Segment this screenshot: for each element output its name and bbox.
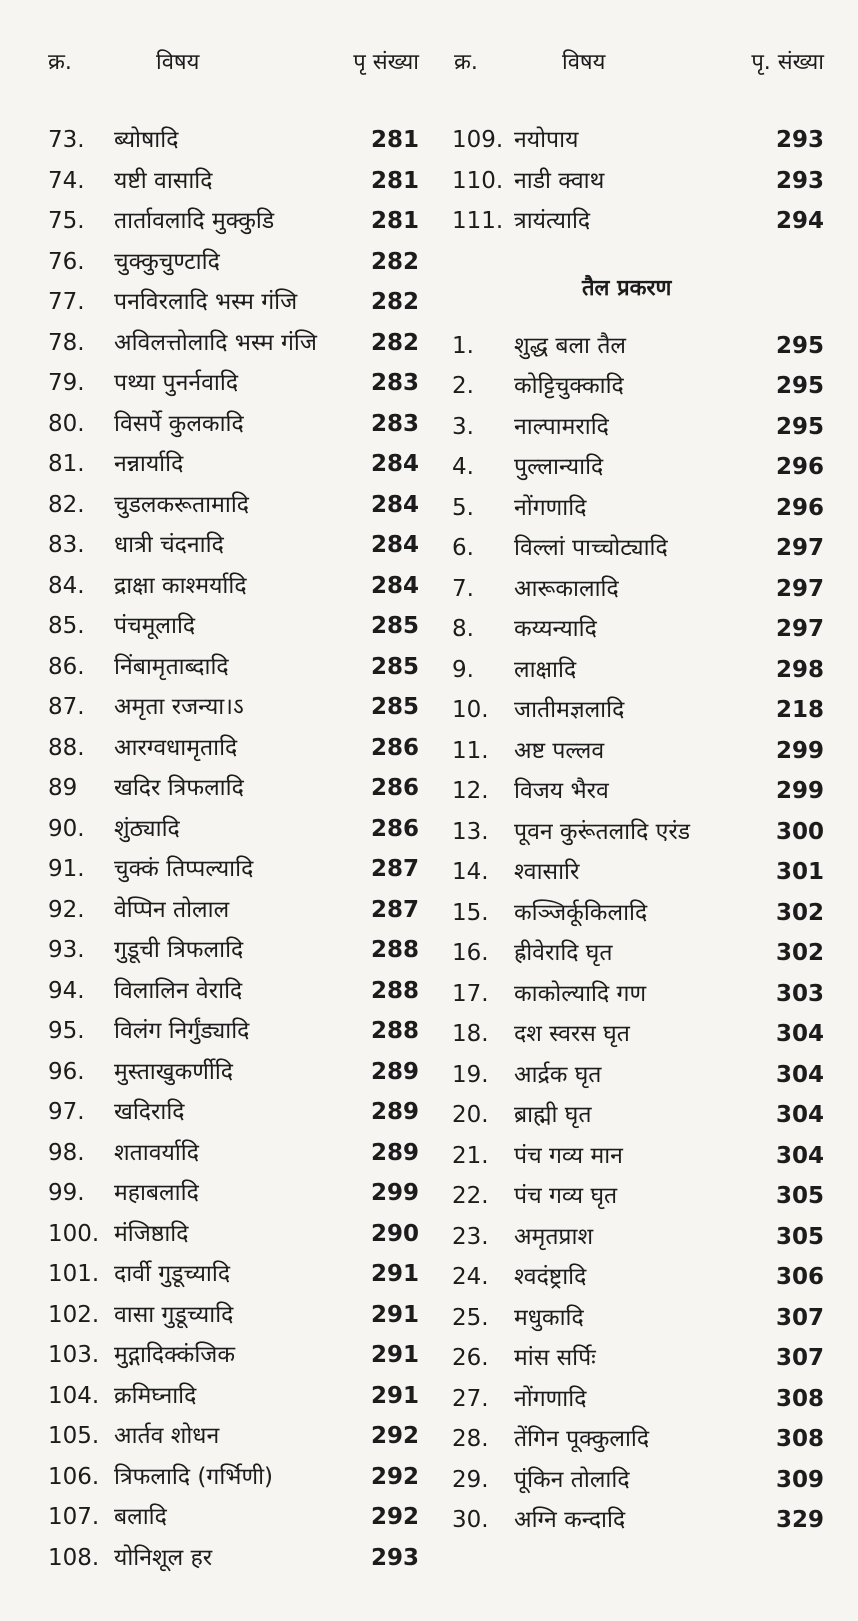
entry-page-number: 283	[370, 410, 419, 437]
entry-subject: यष्टी वासादि	[114, 167, 213, 194]
entry-page-number: 293	[775, 127, 824, 153]
entry-page-number: 284	[370, 532, 419, 558]
entry-number: 77.	[48, 289, 85, 315]
entry-subject: त्रायंत्यादि	[514, 208, 591, 234]
index-entry	[44, 1457, 419, 1498]
index-entry	[44, 687, 419, 728]
index-entry	[452, 1379, 824, 1420]
index-entry	[44, 1011, 419, 1052]
entry-number: 106.	[48, 1463, 100, 1490]
index-entry	[452, 974, 824, 1015]
entry-number: 102.	[48, 1301, 100, 1328]
entry-page-number: 292	[370, 1504, 419, 1530]
entry-number: 86.	[48, 653, 85, 680]
entry-subject: पंचमूलादि	[114, 613, 196, 639]
entry-number: 15.	[452, 899, 489, 926]
entry-subject: पूवन कुरूंतलादि एरंड	[514, 818, 691, 845]
entry-number: 12.	[452, 778, 489, 804]
entry-page-number: 296	[775, 454, 824, 480]
index-entry	[452, 812, 824, 853]
entry-number: 110.	[452, 167, 504, 194]
index-entry	[44, 890, 419, 931]
index-entry	[452, 326, 824, 367]
header-subject-label: विषय	[562, 50, 606, 75]
entry-subject: मुस्ताखुकर्णीदि	[114, 1058, 234, 1085]
entry-subject: अष्ट पल्लव	[514, 737, 605, 764]
entry-number: 107.	[48, 1504, 100, 1530]
entry-page-number: 289	[370, 1099, 419, 1125]
index-entry	[44, 971, 419, 1012]
entry-number: 30.	[452, 1507, 489, 1533]
entry-subject: शतावर्यादि	[114, 1139, 199, 1166]
entry-subject: कञ्जिर्कूकिलादि	[514, 899, 648, 926]
entry-subject: महाबलादि	[114, 1180, 199, 1206]
entry-number: 96.	[48, 1058, 85, 1085]
entry-subject: तार्तावलादि मुक्कुडि	[114, 208, 275, 234]
index-entry	[452, 893, 824, 934]
index-entry	[44, 242, 419, 283]
entry-subject: अमृतप्राश	[514, 1223, 594, 1250]
entry-number: 83.	[48, 532, 85, 558]
entry-page-number: 297	[775, 575, 824, 602]
entry-page-number: 284	[370, 572, 419, 599]
entry-page-number: 293	[370, 1544, 419, 1571]
index-entry	[44, 647, 419, 688]
entry-subject: शुद्ध बला तैल	[514, 332, 627, 359]
entry-number: 9.	[452, 656, 474, 683]
index-entry	[44, 930, 419, 971]
entry-number: 90.	[48, 815, 85, 842]
header-page-label: पृ. संख्या	[751, 50, 824, 75]
entry-number: 22.	[452, 1183, 489, 1209]
entry-subject: दार्वी गुडूच्यादि	[114, 1261, 231, 1287]
index-entry	[44, 1497, 419, 1538]
index-entry	[452, 1095, 824, 1136]
entry-page-number: 302	[775, 899, 824, 926]
entry-page-number: 285	[370, 653, 419, 680]
left-column	[44, 40, 419, 1578]
entry-page-number: 281	[370, 208, 419, 234]
entry-page-number: 304	[775, 1102, 824, 1128]
entry-page-number: 305	[775, 1183, 824, 1209]
entry-number: 75.	[48, 208, 85, 234]
entry-subject: चुक्कं तिप्पल्यादि	[114, 856, 254, 882]
entry-number: 105.	[48, 1423, 100, 1449]
index-entry	[44, 1173, 419, 1214]
entry-number: 8.	[452, 616, 474, 642]
index-entry	[452, 852, 824, 893]
entry-subject: विलालिन वेरादि	[114, 977, 243, 1004]
index-entry	[452, 528, 824, 569]
entry-page-number: 307	[775, 1345, 824, 1371]
entry-subject: पनविरलादि भस्म गंजि	[114, 289, 298, 315]
entry-subject: श्वासारि	[514, 859, 580, 885]
entry-subject: विल्लां पाच्चोट्यादि	[514, 535, 668, 561]
index-entry	[452, 690, 824, 731]
index-entry	[44, 363, 419, 404]
index-entry	[452, 1257, 824, 1298]
entry-number: 17.	[452, 980, 489, 1007]
entry-number: 18.	[452, 1021, 489, 1047]
entry-page-number: 307	[775, 1304, 824, 1331]
entry-number: 80.	[48, 410, 85, 437]
entry-page-number: 288	[370, 937, 419, 963]
entry-page-number: 304	[775, 1021, 824, 1047]
entry-page-number: 281	[370, 127, 419, 153]
right-entry-list	[452, 326, 824, 1541]
entry-number: 93.	[48, 937, 85, 963]
entry-number: 94.	[48, 977, 85, 1004]
entry-number: 108.	[48, 1544, 100, 1571]
entry-page-number: 284	[370, 451, 419, 477]
entry-page-number: 291	[370, 1382, 419, 1409]
entry-page-number: 306	[775, 1264, 824, 1290]
entry-page-number: 309	[775, 1466, 824, 1493]
index-entry	[452, 650, 824, 691]
entry-subject: ह्रीवेरादि घृत	[514, 940, 613, 966]
entry-number: 29.	[452, 1466, 489, 1493]
index-entry	[44, 849, 419, 890]
entry-page-number: 286	[370, 775, 419, 801]
entry-subject: दश स्वरस घृत	[514, 1021, 630, 1047]
entry-number: 4.	[452, 454, 474, 480]
index-entry	[452, 407, 824, 448]
index-entry	[452, 1419, 824, 1460]
entry-subject: काकोल्यादि गण	[514, 980, 647, 1007]
entry-subject: निंबामृताब्दादि	[114, 653, 229, 680]
entry-subject: लाक्षादि	[514, 656, 577, 683]
left-entry-list	[44, 120, 419, 1578]
entry-number: 3.	[452, 413, 474, 440]
entry-page-number: 289	[370, 1139, 419, 1166]
entry-subject: मंजिष्ठादि	[114, 1220, 189, 1247]
entry-subject: ब्योषादि	[114, 127, 179, 153]
index-entry	[44, 1214, 419, 1255]
entry-subject: अविलत्तोलादि भस्म गंजि	[114, 329, 317, 356]
entry-subject: नाल्पामरादि	[514, 413, 609, 440]
entry-number: 82.	[48, 491, 85, 518]
entry-number: 6.	[452, 535, 474, 561]
index-entry	[452, 1298, 824, 1339]
index-entry	[44, 809, 419, 850]
index-entry	[452, 366, 824, 407]
index-entry	[452, 933, 824, 974]
entry-subject: धात्री चंदनादि	[114, 532, 224, 558]
entry-page-number: 299	[370, 1180, 419, 1206]
entry-subject: चुक्कुचुण्टादि	[114, 248, 220, 275]
entry-number: 85.	[48, 613, 85, 639]
entry-number: 73.	[48, 127, 85, 153]
index-entry	[452, 569, 824, 610]
index-entry	[452, 1217, 824, 1258]
entry-page-number: 289	[370, 1058, 419, 1085]
header-subject-label: विषय	[156, 50, 200, 75]
entry-number: 7.	[452, 575, 474, 602]
entry-page-number: 302	[775, 940, 824, 966]
entry-number: 19.	[452, 1061, 489, 1088]
entry-page-number: 305	[775, 1223, 824, 1250]
index-entry	[452, 1176, 824, 1217]
entry-page-number: 296	[775, 494, 824, 521]
entry-subject: नाडी क्वाथ	[514, 167, 605, 194]
entry-subject: शुंठ्यादि	[114, 815, 180, 842]
index-entry	[44, 201, 419, 242]
index-entry	[452, 1055, 824, 1096]
entry-page-number: 297	[775, 535, 824, 561]
entry-number: 76.	[48, 248, 85, 275]
index-entry	[44, 1538, 419, 1579]
entry-subject: आर्तव शोधन	[114, 1423, 220, 1449]
entry-subject: पंच गव्य घृत	[514, 1183, 618, 1209]
right-top-entry-list	[452, 120, 824, 242]
entry-subject: नयोपाय	[514, 127, 579, 153]
entry-number: 24.	[452, 1264, 489, 1290]
entry-page-number: 288	[370, 977, 419, 1004]
entry-subject: पथ्या पुनर्नवादि	[114, 370, 239, 396]
entry-subject: आरग्वधामृतादि	[114, 734, 238, 761]
index-entry	[44, 1335, 419, 1376]
index-entry	[452, 1338, 824, 1379]
entry-subject: अमृता रजन्या।ऽ	[114, 694, 244, 720]
entry-subject: जातीमज्ञलादि	[514, 697, 625, 723]
entry-page-number: 281	[370, 167, 419, 194]
index-entry	[44, 323, 419, 364]
entry-subject: कय्यन्यादि	[514, 616, 597, 642]
entry-number: 10.	[452, 697, 489, 723]
header-number-label: क्र.	[48, 50, 72, 75]
entry-page-number: 283	[370, 370, 419, 396]
entry-page-number: 288	[370, 1018, 419, 1044]
entry-subject: द्राक्षा काश्मर्यादि	[114, 572, 247, 599]
entry-number: 92.	[48, 896, 85, 923]
index-entry	[44, 1133, 419, 1174]
entry-number: 23.	[452, 1223, 489, 1250]
entry-number: 25.	[452, 1304, 489, 1331]
entry-number: 28.	[452, 1426, 489, 1452]
entry-subject: अग्नि कन्दादि	[514, 1507, 626, 1533]
index-entry	[44, 161, 419, 202]
entry-number: 13.	[452, 818, 489, 845]
entry-subject: योनिशूल हर	[114, 1544, 213, 1571]
index-entry	[44, 282, 419, 323]
entry-number: 16.	[452, 940, 489, 966]
index-entry	[44, 566, 419, 607]
entry-number: 104.	[48, 1382, 100, 1409]
entry-subject: चुडलकरूतामादि	[114, 491, 249, 518]
entry-number: 89	[48, 775, 78, 801]
index-entry	[452, 488, 824, 529]
entry-page-number: 304	[775, 1061, 824, 1088]
entry-page-number: 293	[775, 167, 824, 194]
entry-subject: कोट्टिचुक्कादि	[514, 373, 624, 399]
index-entry	[44, 1092, 419, 1133]
entry-subject: नोंगणादि	[514, 1385, 587, 1412]
entry-subject: पूंकिन तोलादि	[514, 1466, 630, 1493]
entry-page-number: 295	[775, 373, 824, 399]
entry-subject: क्रमिघ्नादि	[114, 1382, 197, 1409]
entry-number: 101.	[48, 1261, 100, 1287]
index-entry	[44, 768, 419, 809]
entry-subject: आर्द्रक घृत	[514, 1061, 602, 1088]
entry-page-number: 286	[370, 815, 419, 842]
entry-number: 97.	[48, 1099, 85, 1125]
entry-page-number: 304	[775, 1142, 824, 1169]
entry-page-number: 291	[370, 1301, 419, 1328]
entry-number: 87.	[48, 694, 85, 720]
entry-page-number: 291	[370, 1342, 419, 1368]
index-entry	[452, 1500, 824, 1541]
index-entry	[44, 1295, 419, 1336]
index-entry	[452, 161, 824, 202]
index-entry	[452, 771, 824, 812]
entry-subject: बलादि	[114, 1504, 167, 1530]
index-entry	[44, 444, 419, 485]
entry-page-number: 329	[775, 1507, 824, 1533]
entry-page-number: 291	[370, 1261, 419, 1287]
entry-number: 26.	[452, 1345, 489, 1371]
index-entry	[452, 201, 824, 242]
entry-subject: नोंगणादि	[514, 494, 587, 521]
entry-page-number: 292	[370, 1463, 419, 1490]
entry-number: 95.	[48, 1018, 85, 1044]
entry-subject: मांस सर्पिः	[514, 1345, 596, 1371]
entry-subject: आरूकालादि	[514, 575, 619, 602]
entry-subject: नन्नार्यादि	[114, 451, 184, 477]
entry-subject: वेप्पिन तोलाल	[114, 896, 230, 923]
entry-page-number: 287	[370, 896, 419, 923]
entry-page-number: 299	[775, 737, 824, 764]
index-entry	[452, 1460, 824, 1501]
entry-page-number: 290	[370, 1220, 419, 1247]
index-entry	[44, 1416, 419, 1457]
entry-subject: श्वदंष्ट्रादि	[514, 1264, 587, 1290]
entry-subject: मधुकादि	[514, 1304, 584, 1331]
entry-number: 103.	[48, 1342, 100, 1368]
entry-subject: विसर्पे कुलकादि	[114, 410, 244, 437]
entry-subject: ब्राह्मी घृत	[514, 1102, 592, 1128]
entry-page-number: 285	[370, 694, 419, 720]
entry-subject: पुल्लान्यादि	[514, 454, 604, 480]
entry-number: 98.	[48, 1139, 85, 1166]
entry-page-number: 218	[775, 697, 824, 723]
entry-subject: विलंग निर्गुंड्यादि	[114, 1018, 250, 1044]
entry-number: 11.	[452, 737, 489, 764]
entry-page-number: 301	[775, 859, 824, 885]
index-entry	[452, 731, 824, 772]
header-number-label: क्र.	[454, 50, 478, 75]
entry-number: 74.	[48, 167, 85, 194]
index-entry	[44, 485, 419, 526]
entry-number: 84.	[48, 572, 85, 599]
entry-page-number: 287	[370, 856, 419, 882]
index-entry	[452, 447, 824, 488]
entry-number: 20.	[452, 1102, 489, 1128]
right-column	[452, 40, 824, 1541]
entry-page-number: 295	[775, 413, 824, 440]
index-entry	[44, 120, 419, 161]
entry-subject: वासा गुडूच्यादि	[114, 1301, 234, 1328]
entry-number: 99.	[48, 1180, 85, 1206]
entry-subject: गुडूची त्रिफलादि	[114, 937, 244, 963]
section-title: तैल प्रकरण	[582, 275, 672, 301]
entry-page-number: 282	[370, 248, 419, 275]
entry-number: 1.	[452, 332, 474, 359]
entry-number: 78.	[48, 329, 85, 356]
index-entry	[44, 1052, 419, 1093]
entry-subject: पंच गव्य मान	[514, 1142, 623, 1169]
index-entry	[452, 609, 824, 650]
index-entry	[44, 525, 419, 566]
entry-number: 91.	[48, 856, 85, 882]
entry-number: 27.	[452, 1385, 489, 1412]
entry-number: 14.	[452, 859, 489, 885]
entry-page-number: 282	[370, 289, 419, 315]
entry-subject: तेंगिन पूक्कुलादि	[514, 1426, 650, 1452]
entry-page-number: 285	[370, 613, 419, 639]
index-entry	[44, 1254, 419, 1295]
header-page-label: पृ संख्या	[353, 50, 419, 75]
entry-page-number: 308	[775, 1385, 824, 1412]
left-header	[44, 40, 419, 80]
entry-page-number: 297	[775, 616, 824, 642]
entry-subject: विजय भैरव	[514, 778, 609, 804]
entry-number: 81.	[48, 451, 85, 477]
entry-number: 100.	[48, 1220, 100, 1247]
index-entry	[44, 728, 419, 769]
entry-number: 111.	[452, 208, 504, 234]
entry-subject: त्रिफलादि (गर्भिणी)	[114, 1463, 274, 1490]
entry-number: 109.	[452, 127, 504, 153]
entry-page-number: 303	[775, 980, 824, 1007]
entry-page-number: 286	[370, 734, 419, 761]
right-header	[452, 40, 824, 80]
entry-page-number: 282	[370, 329, 419, 356]
entry-subject: खदिरादि	[114, 1099, 185, 1125]
entry-number: 79.	[48, 370, 85, 396]
entry-number: 88.	[48, 734, 85, 761]
entry-page-number: 300	[775, 818, 824, 845]
index-entry	[44, 1376, 419, 1417]
entry-page-number: 295	[775, 332, 824, 359]
entry-page-number: 294	[775, 208, 824, 234]
index-entry	[452, 1136, 824, 1177]
entry-number: 5.	[452, 494, 474, 521]
entry-subject: मुद्गादिक्कंजिक	[114, 1342, 236, 1368]
index-entry	[44, 404, 419, 445]
entry-page-number: 284	[370, 491, 419, 518]
index-entry	[452, 120, 824, 161]
entry-number: 2.	[452, 373, 474, 399]
entry-page-number: 292	[370, 1423, 419, 1449]
index-entry	[44, 606, 419, 647]
entry-number: 21.	[452, 1142, 489, 1169]
index-entry	[452, 1014, 824, 1055]
entry-subject: खदिर त्रिफलादि	[114, 775, 244, 801]
entry-page-number: 298	[775, 656, 824, 683]
entry-page-number: 299	[775, 778, 824, 804]
entry-page-number: 308	[775, 1426, 824, 1452]
